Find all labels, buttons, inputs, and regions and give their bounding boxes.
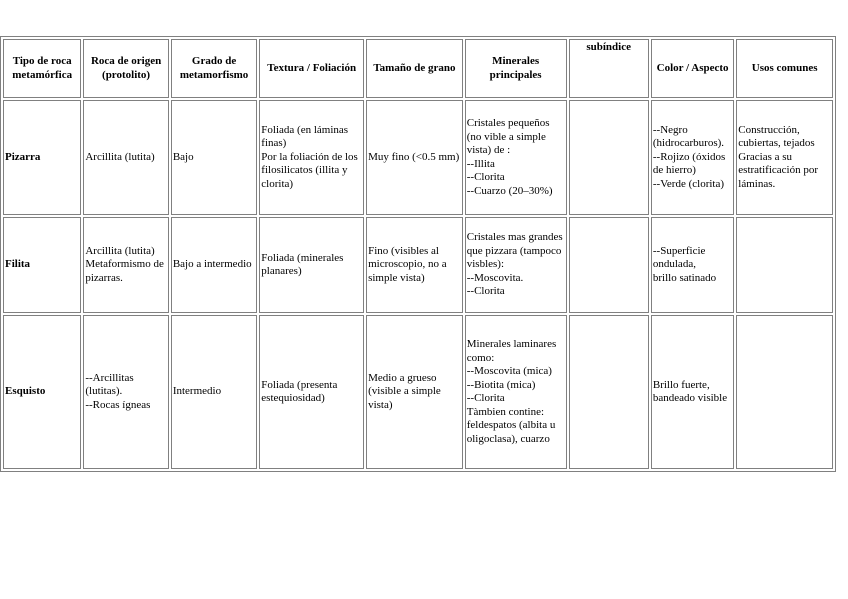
cell-line: --Clorita xyxy=(466,171,505,183)
cell-tipo: Filita xyxy=(3,217,81,313)
cell-tipo: Esquisto xyxy=(3,315,81,469)
cell-line: --Biotita (mica) xyxy=(466,378,536,391)
cell-line: --Arcillitas (lutitas). xyxy=(85,371,134,398)
cell-grano xyxy=(366,315,463,469)
metamorphic-rocks-table xyxy=(0,36,836,472)
cell-subindice xyxy=(569,315,649,469)
table-row xyxy=(3,100,833,215)
header-minerales: Minerales principales xyxy=(465,39,567,98)
cell-line: Muy fino (<0.5 mm) xyxy=(368,150,460,163)
header-row xyxy=(3,39,833,98)
cell-line: Intermedio xyxy=(172,385,222,398)
cell-line: Foliada (presenta estequiosidad) xyxy=(261,378,338,404)
cell-line: Fino (visibles al microscopio, no a simple vista) xyxy=(368,244,447,284)
cell-usos xyxy=(736,217,833,313)
cell-color xyxy=(651,100,734,215)
cell-line: --Rojizo (óxidos de hierro) xyxy=(652,150,726,177)
cell-line: Arcillita (lutita) xyxy=(85,244,155,257)
cell-grado xyxy=(171,217,257,313)
header-color: Color / Aspecto xyxy=(651,39,734,98)
cell-line: --Verde (clorita) xyxy=(652,177,725,190)
cell-textura xyxy=(259,217,364,313)
cell-line: --Cuarzo (20–30%) xyxy=(466,184,553,197)
cell-line: Minerales laminares como: xyxy=(466,338,557,364)
cell-origen xyxy=(83,100,168,215)
header-subindice: subíndice xyxy=(569,39,649,98)
header-usos: Usos comunes xyxy=(736,39,833,98)
cell-usos xyxy=(736,100,833,215)
cell-line: --Illita xyxy=(466,157,495,170)
cell-line: --Moscovita (mica) xyxy=(466,365,552,377)
cell-line: Por la foliación de los filosilicatos (illita y clorita) xyxy=(261,150,358,190)
cell-origen xyxy=(83,315,168,469)
cell-line: Medio a grueso (visible a simple vista) xyxy=(368,371,441,411)
cell-line: Gracias a su estratificación por láminas. xyxy=(738,150,819,190)
cell-line: Bajo a intermedio xyxy=(172,258,252,271)
metamorphic-rocks-table-container xyxy=(0,36,836,472)
cell-usos xyxy=(736,315,833,469)
cell-origen xyxy=(83,217,168,313)
header-tipo: Tipo de roca metamórfica xyxy=(3,39,81,98)
cell-subindice xyxy=(569,100,649,215)
cell-minerales xyxy=(465,217,567,313)
cell-grado xyxy=(171,100,257,215)
cell-color xyxy=(651,315,734,469)
cell-line: Arcillita (lutita) xyxy=(85,150,155,163)
cell-line: Cristales pequeños (no vible a simple vista) de : xyxy=(466,117,550,156)
cell-line: Cristales mas grandes que pizzara (tampoco visbles): xyxy=(466,231,563,271)
cell-line: --Clorita xyxy=(466,285,505,298)
cell-line: --Negro (hidrocarburos). xyxy=(652,123,725,150)
table-row xyxy=(3,315,833,469)
cell-minerales xyxy=(465,100,567,215)
cell-line: brillo satinado xyxy=(652,271,717,284)
cell-color xyxy=(651,217,734,313)
cell-line: Tàmbien contine: feldespatos (albita u oligoclasa), cuarzo xyxy=(466,405,556,445)
cell-textura xyxy=(259,100,364,215)
cell-line: --Superficie ondulada, xyxy=(652,244,706,271)
cell-grano xyxy=(366,100,463,215)
cell-grado xyxy=(171,315,257,469)
cell-line: Brillo fuerte, bandeado visible xyxy=(652,378,728,404)
cell-line: Construcción, cubiertas, tejados xyxy=(738,123,815,150)
cell-line: Foliada (minerales planares) xyxy=(261,251,344,277)
cell-line: --Moscovita. xyxy=(466,271,524,284)
cell-minerales xyxy=(465,315,567,469)
cell-textura xyxy=(259,315,364,469)
header-grano: Tamaño de grano xyxy=(366,39,463,98)
cell-line: Foliada (en láminas finas) xyxy=(261,123,349,150)
cell-tipo: Pizarra xyxy=(3,100,81,215)
header-grado: Grado de metamorfismo xyxy=(171,39,257,98)
cell-line: Metaformismo de pizarras. xyxy=(85,258,164,284)
header-textura: Textura / Foliación xyxy=(259,39,364,98)
cell-line: --Clorita xyxy=(466,392,505,404)
cell-grano xyxy=(366,217,463,313)
cell-line: --Rocas ígneas xyxy=(85,398,151,411)
table-row xyxy=(3,217,833,313)
cell-subindice xyxy=(569,217,649,313)
cell-line: Bajo xyxy=(172,150,194,163)
header-origen: Roca de origen (protolito) xyxy=(83,39,168,98)
